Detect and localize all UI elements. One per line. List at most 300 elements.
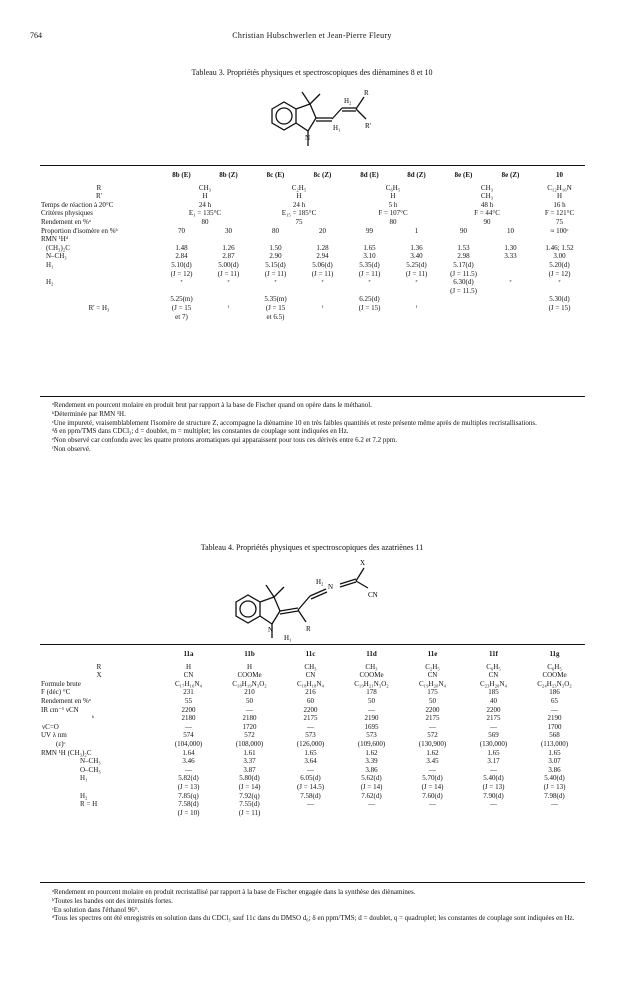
table3-col-header: 8c (E) bbox=[266, 171, 285, 179]
row-label bbox=[40, 270, 158, 279]
table-cell: 2175 bbox=[486, 714, 501, 723]
page-number: 764 bbox=[30, 31, 42, 40]
row-label: (ε)ᶜ bbox=[56, 739, 66, 748]
table-cell: (J = 11) bbox=[311, 269, 334, 278]
row-label: RMN ¹H (CH₃)₂C bbox=[41, 748, 92, 757]
table-cell: (104,000) bbox=[174, 739, 203, 748]
table-cell: (J = 13) bbox=[543, 782, 566, 791]
table-cell bbox=[393, 295, 440, 304]
table-cell: C₂H₅ bbox=[291, 183, 307, 192]
row-label bbox=[40, 295, 158, 304]
table-cell: 2175 bbox=[425, 714, 440, 723]
table-cell bbox=[463, 809, 524, 818]
table-cell: 3.86 bbox=[365, 765, 378, 774]
table-cell: 5.15(d) bbox=[265, 260, 286, 269]
table-cell bbox=[346, 287, 393, 296]
table-cell: 574 bbox=[183, 731, 194, 740]
n-label: N bbox=[305, 134, 311, 142]
table-cell: ᵉ bbox=[558, 278, 561, 287]
table-cell: (J = 15 bbox=[171, 303, 192, 312]
table-row bbox=[40, 688, 585, 697]
table4 bbox=[40, 646, 585, 817]
table-cell bbox=[158, 235, 585, 244]
table-cell: ᶠ bbox=[227, 303, 230, 312]
table-row bbox=[40, 304, 585, 313]
table-cell: 5.62(d) bbox=[361, 774, 382, 783]
table-cell: 5 h bbox=[388, 200, 398, 209]
table-cell: 1.62 bbox=[426, 748, 439, 757]
table-cell: 40 bbox=[490, 696, 497, 705]
table3-col-header: 8e (E) bbox=[454, 171, 473, 179]
table-cell: ᵉ bbox=[321, 278, 324, 287]
table-cell: — bbox=[307, 765, 314, 774]
table-cell: — bbox=[307, 722, 314, 731]
table-cell: 90 bbox=[460, 226, 467, 235]
table-cell: 2200 bbox=[425, 705, 440, 714]
table-cell: (108,000) bbox=[235, 739, 264, 748]
table-cell: ᵉ bbox=[415, 278, 418, 287]
table-cell: 568 bbox=[549, 731, 560, 740]
table-row bbox=[40, 270, 585, 279]
table-cell: C₁₉H₂₀N₄ bbox=[419, 679, 446, 688]
table-cell: 1.65 bbox=[304, 748, 317, 757]
table-cell: 1 bbox=[414, 226, 419, 235]
table-cell: 55 bbox=[185, 696, 192, 705]
table-cell: 5.82(d) bbox=[178, 774, 199, 783]
table4-col-header: 11d bbox=[366, 650, 377, 658]
table-cell: 7.98(d) bbox=[544, 791, 565, 800]
table-cell: 2.94 bbox=[316, 252, 329, 261]
table-cell: H bbox=[246, 662, 253, 671]
row-label bbox=[40, 287, 158, 296]
table-cell bbox=[402, 809, 463, 818]
table-cell bbox=[205, 295, 252, 304]
table-cell: ᶠ bbox=[321, 303, 324, 312]
row-label: Formule brute bbox=[41, 679, 81, 688]
table-cell: F = 121°C bbox=[544, 209, 575, 218]
table-cell: 5.06(d) bbox=[312, 260, 333, 269]
table-cell: 2180 bbox=[181, 714, 196, 723]
footnote: ᵉNon observé car confondu avec les quatre protons aromatiques qui apparaissent pour tous ces dérivés entre 6.2 et 7.2 ppm. bbox=[52, 436, 398, 445]
table4-caption: Tableau 4. Propriétés physiques et spectroscopiques des azatriènes 11 bbox=[200, 543, 424, 552]
table4-bottom-rule bbox=[40, 882, 585, 883]
table-cell: 5.35(d) bbox=[359, 260, 380, 269]
table-cell: 3.07 bbox=[548, 757, 561, 766]
table-cell: (126,000) bbox=[296, 739, 325, 748]
table-row bbox=[40, 313, 585, 322]
table-cell: (J = 15 bbox=[265, 303, 286, 312]
row-label: R bbox=[96, 662, 102, 671]
table-cell: 1.62 bbox=[365, 748, 378, 757]
table-cell: COOMe bbox=[237, 671, 262, 680]
table4-col-header: 11g bbox=[549, 650, 560, 658]
table3-col-header: 8b (Z) bbox=[219, 171, 238, 179]
azatriene-structure bbox=[222, 556, 412, 642]
table-cell: 2.84 bbox=[175, 252, 188, 261]
table-cell: 5.40(d) bbox=[544, 774, 565, 783]
table-cell: 30 bbox=[225, 226, 232, 235]
row-label: Rendement en %ᵃ bbox=[41, 696, 91, 705]
table-cell: 65 bbox=[551, 696, 558, 705]
row-label: Temps de réaction à 20°C bbox=[41, 200, 114, 209]
footnote: ᶜUne impureté, vraisemblablement l'isomère de structure Z, accompagne la diènamine 10 en très faibles quantités et reste présente même après de multiples recristallisations. bbox=[52, 418, 537, 427]
table-cell: (J = 13) bbox=[482, 782, 505, 791]
table-cell: 7.92(q) bbox=[239, 791, 260, 800]
table-row bbox=[40, 714, 585, 723]
r-label-t4: R bbox=[306, 625, 311, 633]
table-row bbox=[40, 278, 585, 287]
table-cell bbox=[346, 313, 393, 322]
table-cell: (J = 13) bbox=[177, 782, 200, 791]
table-cell: (J = 15) bbox=[548, 303, 571, 312]
table-row bbox=[40, 740, 585, 749]
table-cell bbox=[524, 809, 585, 818]
table-cell: 1.36 bbox=[410, 243, 423, 252]
h1-label: H₁ bbox=[333, 124, 341, 132]
table-cell: 3.87 bbox=[243, 765, 256, 774]
table-cell: E₁₅ = 185°C bbox=[281, 209, 317, 218]
table-row bbox=[40, 749, 585, 758]
table-row bbox=[40, 706, 585, 715]
table-cell: 2190 bbox=[364, 714, 379, 723]
n-imine-label: N bbox=[328, 583, 334, 591]
table-cell: 2.90 bbox=[269, 252, 282, 261]
table-cell: H bbox=[556, 192, 563, 201]
table-cell: 5.80(d) bbox=[239, 774, 260, 783]
table-row bbox=[40, 663, 585, 672]
table-cell: — bbox=[368, 705, 375, 714]
table-cell bbox=[534, 313, 585, 322]
table-cell: ᵉ bbox=[227, 278, 230, 287]
table-cell: 1.50 bbox=[269, 243, 282, 252]
table-cell: 569 bbox=[488, 731, 499, 740]
table-cell: CH₃ bbox=[304, 662, 317, 671]
table-cell bbox=[487, 270, 534, 279]
table-cell bbox=[487, 287, 534, 296]
table-cell: 1.26 bbox=[222, 243, 235, 252]
table-cell: 6.05(d) bbox=[300, 774, 321, 783]
table-cell: 1.30 bbox=[504, 243, 517, 252]
table-cell: 186 bbox=[549, 688, 560, 697]
table-cell: 1695 bbox=[364, 722, 379, 731]
table-cell: 231 bbox=[183, 688, 194, 697]
table-cell: ᵉ bbox=[509, 278, 512, 287]
table-cell: (J = 12) bbox=[170, 269, 193, 278]
table-cell: — bbox=[429, 800, 436, 809]
table-cell: ᶠ bbox=[415, 303, 418, 312]
table-cell: CN bbox=[427, 671, 438, 680]
table-cell: 50 bbox=[429, 696, 436, 705]
table-cell: COOMe bbox=[359, 671, 384, 680]
table-row bbox=[40, 809, 585, 818]
table-cell: ᵉ bbox=[274, 278, 277, 287]
row-label: RMN ¹Hᵈ bbox=[41, 235, 69, 244]
table-cell: CN bbox=[488, 671, 499, 680]
table-cell: 573 bbox=[366, 731, 377, 740]
table3 bbox=[40, 167, 585, 321]
table-cell bbox=[158, 287, 205, 296]
table-cell: C₆H₅ bbox=[547, 662, 562, 671]
table-cell: C₂₄H₂₃N₃O₂ bbox=[537, 679, 572, 688]
table-cell: 5.20(d) bbox=[549, 260, 570, 269]
table4-col-header: 11b bbox=[244, 650, 255, 658]
table4-col-header: 11c bbox=[305, 650, 316, 658]
table-cell: 24 h bbox=[198, 200, 212, 209]
table-cell bbox=[393, 287, 440, 296]
table4-top-rule bbox=[40, 644, 585, 645]
table-cell: 3.37 bbox=[243, 757, 256, 766]
row-label: H₂ bbox=[80, 791, 88, 800]
row-label: O–CH₃ bbox=[80, 765, 101, 774]
row-label: IR cm⁻¹ νCN bbox=[41, 705, 79, 714]
table-cell: 7.55(d) bbox=[239, 800, 260, 809]
table-cell: H bbox=[185, 662, 192, 671]
row-label: R' bbox=[96, 192, 102, 201]
table-cell: 3.86 bbox=[548, 765, 561, 774]
table-cell: 1.61 bbox=[243, 748, 256, 757]
table-cell bbox=[205, 313, 252, 322]
table-cell: 2200 bbox=[486, 705, 501, 714]
footnote: ᶜEn solution dans l'éthanol 96°. bbox=[52, 905, 140, 914]
table-cell: CH₃ bbox=[365, 662, 378, 671]
row-label: UV λ nm bbox=[41, 731, 67, 740]
table-cell: C₁₉H₂₁N₃O₂ bbox=[354, 679, 389, 688]
table-cell: 7.58(d) bbox=[178, 800, 199, 809]
table-cell: 7.62(d) bbox=[361, 791, 382, 800]
row-label: N–CH₃ bbox=[46, 252, 67, 261]
row-label: H₂ bbox=[46, 278, 54, 287]
table3-col-header: 8b (E) bbox=[172, 171, 191, 179]
table-cell: ᵉ bbox=[368, 278, 371, 287]
table-cell: 1.46; 1.52 bbox=[545, 243, 574, 252]
table-cell: 6.25(d) bbox=[359, 295, 380, 304]
table-row bbox=[40, 295, 585, 304]
row-label: Critères physiques bbox=[41, 209, 93, 218]
row-label: R = H bbox=[80, 800, 98, 809]
table-cell: 1.65 bbox=[548, 748, 561, 757]
row-label: H₁ bbox=[80, 774, 88, 783]
table-cell: 80 bbox=[272, 226, 279, 235]
table-cell: — bbox=[490, 765, 497, 774]
table-cell: 5.70(d) bbox=[422, 774, 443, 783]
table-cell: — bbox=[185, 722, 192, 731]
table-row bbox=[40, 800, 585, 809]
table-cell: C₁₈H₁₉N₃O₂ bbox=[232, 679, 267, 688]
dienamine-structure bbox=[250, 86, 400, 162]
table-cell: C₆H₅ bbox=[385, 183, 401, 192]
table-cell bbox=[280, 809, 341, 818]
table-cell: 75 bbox=[295, 217, 303, 226]
table-row bbox=[40, 218, 585, 227]
table-cell: 2.98 bbox=[457, 252, 470, 261]
table-cell: — bbox=[551, 800, 558, 809]
row-label: Rendement en %ᵃ bbox=[41, 217, 91, 226]
table-cell: 1.65 bbox=[487, 748, 500, 757]
table-cell: 7.90(d) bbox=[483, 791, 504, 800]
table-cell bbox=[299, 295, 346, 304]
table-cell: 216 bbox=[305, 688, 316, 697]
table-cell: (130,900) bbox=[418, 739, 447, 748]
table-cell: 175 bbox=[427, 688, 438, 697]
table-cell: 1.48 bbox=[175, 243, 188, 252]
table-cell: 3.39 bbox=[365, 757, 378, 766]
table-cell: 90 bbox=[483, 217, 491, 226]
row-label: F (déc) °C bbox=[41, 688, 71, 697]
table-cell: 3.45 bbox=[426, 757, 439, 766]
table-cell: E₁ = 135°C bbox=[188, 209, 222, 218]
table-cell: 20 bbox=[319, 226, 326, 235]
table-cell: H bbox=[390, 192, 396, 201]
table-cell: 5.30(d) bbox=[549, 295, 570, 304]
table-row bbox=[40, 766, 585, 775]
table-cell: (109,600) bbox=[357, 739, 386, 748]
table-cell: (J = 14) bbox=[421, 782, 444, 791]
table-cell: (J = 14.5) bbox=[296, 782, 325, 791]
table-cell: (J = 11.5) bbox=[450, 286, 477, 295]
row-label: X bbox=[96, 671, 102, 680]
table-cell: F = 107°C bbox=[378, 209, 408, 218]
table-cell: et 7) bbox=[175, 312, 188, 321]
row-label: H₁ bbox=[46, 260, 54, 269]
row-label bbox=[40, 783, 158, 792]
table-cell bbox=[487, 295, 534, 304]
table-cell bbox=[440, 313, 487, 322]
table-cell: 24 h bbox=[292, 200, 306, 209]
r-label: R bbox=[364, 89, 369, 97]
table-row bbox=[40, 261, 585, 270]
table-cell: (J = 11) bbox=[358, 269, 381, 278]
table-cell: 80 bbox=[389, 217, 397, 226]
table-cell: 1.65 bbox=[363, 243, 376, 252]
table3-col-header: 10 bbox=[556, 171, 563, 179]
table-cell: 185 bbox=[488, 688, 499, 697]
row-label: (CH₃)₂C bbox=[46, 243, 70, 252]
table-cell: 3.00 bbox=[553, 252, 566, 261]
table-cell: (J = 14) bbox=[238, 782, 261, 791]
table-cell bbox=[487, 313, 534, 322]
table-cell: 50 bbox=[246, 696, 253, 705]
table-cell: CN bbox=[183, 671, 194, 680]
table-cell: COOMe bbox=[542, 671, 567, 680]
row-label: R' = H₃ bbox=[88, 303, 110, 312]
table-cell: 178 bbox=[366, 688, 377, 697]
row-label: Proportion d'isomère en %ᵇ bbox=[41, 226, 118, 235]
table-cell bbox=[487, 304, 534, 313]
table-cell: C₂H₅ bbox=[425, 662, 440, 671]
table-cell: (J = 11) bbox=[238, 808, 261, 817]
table-cell: — bbox=[368, 800, 375, 809]
table-cell: 5.25(m) bbox=[170, 295, 193, 304]
table3-col-header: 8d (E) bbox=[360, 171, 379, 179]
table-cell bbox=[252, 287, 299, 296]
table-cell: 2180 bbox=[242, 714, 257, 723]
table-cell: — bbox=[185, 765, 192, 774]
table-cell: ᵉ bbox=[180, 278, 183, 287]
table-cell: ≈ 100ᶜ bbox=[550, 226, 569, 235]
table-cell: (J = 11) bbox=[405, 269, 428, 278]
table3-bottom-rule bbox=[40, 396, 585, 397]
n-indoline-label: N bbox=[268, 626, 274, 634]
footnote: ᵇToutes les bandes ont des intensités fortes. bbox=[52, 896, 173, 905]
table-cell: H bbox=[202, 192, 208, 201]
footnote: ᵈδ en ppm/TMS dans CDCl₃; d = doublet, m = multiplet; les constantes de couplage sont indiquées en Hz. bbox=[52, 427, 349, 436]
table-cell: 3.33 bbox=[504, 252, 517, 261]
table3-notes bbox=[40, 401, 585, 454]
table-cell: (J = 10) bbox=[177, 808, 200, 817]
table-cell: — bbox=[490, 722, 497, 731]
table-cell: 5.17(d) bbox=[453, 260, 474, 269]
row-label: N–CH₃ bbox=[80, 757, 101, 766]
table-cell: 50 bbox=[368, 696, 375, 705]
footnote: ᵈTous les spectres ont été enregistrés en solution dans du CDCl₃ sauf 11c dans du DMSO d₆; δ en ppm/TMS; d = doublet, q = quadruplet; les constantes de couplage sont indiquées en Hz. bbox=[52, 914, 575, 923]
table4-col-header: 11e bbox=[427, 650, 438, 658]
table-cell: CH₃ bbox=[198, 183, 212, 192]
table-cell: 16 h bbox=[553, 200, 566, 209]
table-cell: 1700 bbox=[547, 722, 562, 731]
table-cell: — bbox=[246, 705, 253, 714]
table-cell: — bbox=[490, 800, 497, 809]
table-cell: 2200 bbox=[181, 705, 196, 714]
table4-col-header: 11a bbox=[183, 650, 194, 658]
table-cell: 5.00(d) bbox=[218, 260, 239, 269]
table-cell: 2200 bbox=[303, 705, 318, 714]
table-cell: 1.28 bbox=[316, 243, 329, 252]
table-row bbox=[40, 209, 585, 218]
table-row bbox=[40, 244, 585, 253]
table-cell bbox=[440, 295, 487, 304]
table-cell: 572 bbox=[244, 731, 255, 740]
table-cell bbox=[440, 304, 487, 313]
table-cell: — bbox=[307, 800, 314, 809]
table-row bbox=[40, 792, 585, 801]
table-cell: 3.64 bbox=[304, 757, 317, 766]
table-cell: (113,000) bbox=[540, 739, 569, 748]
table-cell: 80 bbox=[201, 217, 209, 226]
table-cell: H bbox=[296, 192, 302, 201]
running-authors: Christian Hubschwerlen et Jean-Pierre Fleury bbox=[232, 31, 392, 40]
footnote: ᵃRendement en pourcent molaire en produit brut par rapport à la base de Fischer quand on opère dans le méthanol. bbox=[52, 401, 372, 409]
table-cell: C₁₈H₁₈N₄ bbox=[297, 679, 324, 688]
table-cell: (J = 11) bbox=[264, 269, 287, 278]
x-label: X bbox=[360, 559, 366, 567]
table-cell: 7.85(q) bbox=[178, 791, 199, 800]
table3-top-rule bbox=[40, 165, 585, 166]
table-cell: C₁₂H₁₆N bbox=[547, 183, 572, 192]
table-row bbox=[40, 235, 585, 244]
footnote: ᵃRendement en pourcent molaire en produit recristallisé par rapport à la base de Fischer engagée dans la synthèse des diènamines. bbox=[52, 888, 416, 896]
table-cell: 3.46 bbox=[182, 757, 195, 766]
table-row bbox=[40, 192, 585, 201]
table-cell: (J = 15) bbox=[358, 303, 381, 312]
rp-label: R' bbox=[365, 122, 371, 130]
table-row bbox=[40, 757, 585, 766]
row-label bbox=[40, 809, 158, 818]
table-cell: (130,000) bbox=[479, 739, 508, 748]
table-cell: (J = 14) bbox=[360, 782, 383, 791]
table-cell: CH₃ bbox=[480, 192, 494, 201]
table3-col-header: 8d (Z) bbox=[407, 171, 426, 179]
table-cell: 3.17 bbox=[487, 757, 500, 766]
table-cell: (J = 12) bbox=[548, 269, 571, 278]
table-cell: 10 bbox=[507, 226, 514, 235]
table-cell: 7.60(d) bbox=[422, 791, 443, 800]
table-cell bbox=[341, 809, 402, 818]
table-cell: 2.87 bbox=[222, 252, 235, 261]
h2-label-t4: H₂ bbox=[316, 578, 324, 586]
table-cell: 2190 bbox=[547, 714, 562, 723]
table-row bbox=[40, 774, 585, 783]
table-row bbox=[40, 697, 585, 706]
